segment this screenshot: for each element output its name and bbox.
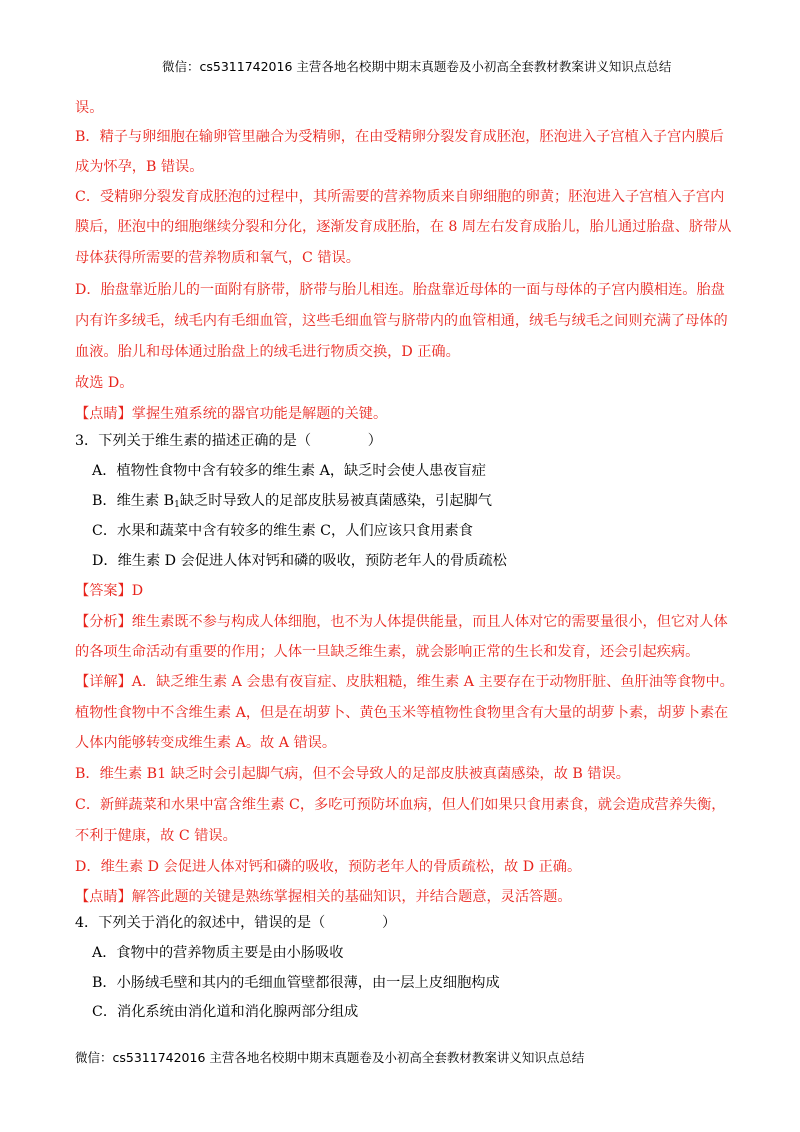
q3-stem: 3．下列关于维生素的描述正确的是（ ） (75, 433, 382, 449)
q3-option-b (92, 491, 492, 511)
q4-option-a: A．食物中的营养物质主要是由小肠吸收 (92, 945, 344, 961)
q3-answer: 【答案】D (75, 583, 144, 599)
q3-option-b-post: 缺乏时导致人的足部皮肤易被真菌感染，引起脚气 (179, 493, 492, 509)
q3-detail-line3: 人体内能够转变成维生素 A。故 A 错误。 (75, 735, 337, 751)
q2-detail-c-line2: 膜后，胚泡中的细胞继续分裂和分化，逐渐发育成胚胎，在 8 周左右发育成胎儿，胎儿通过胎盘、脐带从 (75, 219, 732, 235)
q3-detail-line1: 【详解】A．缺乏维生素 A 会患有夜盲症、皮肤粗糙，维生素 A 主要存在于动物肝脏、鱼肝油等食物中。 (75, 674, 734, 690)
q3-analysis-line2: 的各项生命活动有重要的作用；人体一旦缺乏维生素，就会影响正常的生长和发育，还会引起疾病。 (75, 644, 700, 660)
q3-option-a: A．植物性食物中含有较多的维生素 A，缺乏时会使人患夜盲症 (92, 463, 486, 479)
q3-tip: 【点睛】解答此题的关键是熟练掌握相关的基础知识，并结合题意，灵活答题。 (75, 889, 572, 905)
q3-analysis-line1: 【分析】维生素既不参与构成人体细胞，也不为人体提供能量，而且人体对它的需要量很小，但它对人体 (75, 614, 728, 630)
q3-option-d: D．维生素 D 会促进人体对钙和磷的吸收，预防老年人的骨质疏松 (92, 553, 507, 569)
q3-detail-c-line2: 不利于健康，故 C 错误。 (75, 828, 237, 844)
q4-stem: 4．下列关于消化的叙述中，错误的是（ ） (75, 915, 397, 931)
q2-text-line: 误。 (75, 100, 104, 116)
q3-detail-c-line1: C．新鲜蔬菜和水果中富含维生素 C，多吃可预防坏血病，但人们如果只食用素食，就会造成营养失衡， (75, 797, 726, 813)
q2-tip: 【点睛】掌握生殖系统的器官功能是解题的关键。 (75, 406, 388, 422)
q3-detail-b: B．维生素 B1 缺乏时会引起脚气病，但不会导致人的足部皮肤被真菌感染，故 B 错误。 (75, 766, 630, 782)
q2-detail-c-line3: 母体获得所需要的营养物质和氧气，C 错误。 (75, 250, 360, 266)
q2-detail-b-line1: B．精子与卵细胞在输卵管里融合为受精卵，在由受精卵分裂发育成胚泡，胚泡进入子宫植入子宫内膜后 (75, 129, 724, 145)
page-footer: 微信：cs5311742016 主营各地名校期中期末真题卷及小初高全套教材教案讲义知识点总结 (75, 1050, 585, 1065)
q3-detail-line2: 植物性食物中不含维生素 A，但是在胡萝卜、黄色玉米等植物性食物里含有大量的胡萝卜素，胡萝卜素在 (75, 705, 729, 721)
q2-detail-d-line2: 内有许多绒毛，绒毛内有毛细血管，这些毛细血管与脐带内的血管相通，绒毛与绒毛之间则充满了母体的 (75, 313, 728, 329)
q3-option-b-pre: B．维生素 B (92, 493, 175, 509)
page-header: 微信：cs5311742016 主营各地名校期中期末真题卷及小初高全套教材教案讲义知识点总结 (162, 59, 672, 74)
q2-detail-b-line2: 成为怀孕，B 错误。 (75, 159, 204, 175)
q3-option-c: C．水果和蔬菜中含有较多的维生素 C，人们应该只食用素食 (92, 523, 473, 539)
q4-option-b: B．小肠绒毛壁和其内的毛细血管壁都很薄，由一层上皮细胞构成 (92, 975, 500, 991)
q3-detail-d: D．维生素 D 会促进人体对钙和磷的吸收，预防老年人的骨质疏松，故 D 正确。 (75, 859, 582, 875)
q4-option-c: C．消化系统由消化道和消化腺两部分组成 (92, 1004, 359, 1020)
q2-detail-c-line1: C．受精卵分裂发育成胚泡的过程中，其所需要的营养物质来自卵细胞的卵黄；胚泡进入子宫植入子宫内 (75, 189, 725, 205)
q2-detail-d-line1: D．胎盘靠近胎儿的一面附有脐带，脐带与胎儿相连。胎盘靠近母体的一面与母体的子宫内膜相连。胎盘 (75, 282, 725, 298)
q2-detail-d-line3: 血液。胎儿和母体通过胎盘上的绒毛进行物质交换，D 正确。 (75, 344, 460, 360)
q2-choose: 故选 D。 (75, 375, 134, 391)
q3-option-b-sub: 1 (174, 500, 180, 510)
